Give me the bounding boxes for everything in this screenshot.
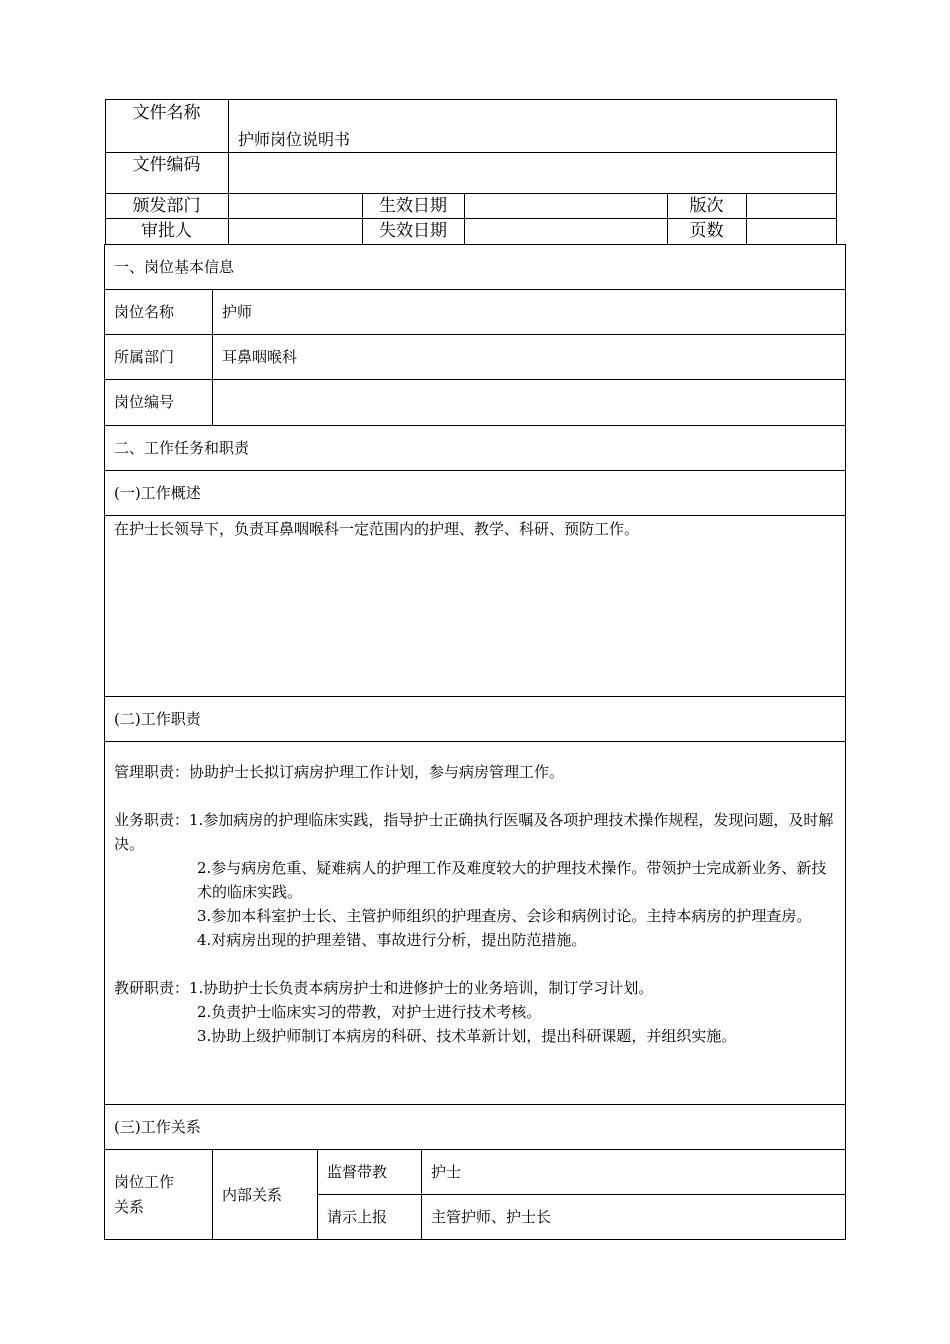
supervise-label: 监督带教 [327,1163,388,1181]
report-value: 主管护师、护士长 [431,1208,552,1226]
management-duty: 管理职责：协助护士长拟订病房护理工作计划，参与病房管理工作。 [114,763,565,781]
expiry-date-label: 失效日期 [379,221,447,241]
business-duty-1: 业务职责：1.参加病房的护理临床实践，指导护士正确执行医嘱及各项护理技术操作规程，发现问题，及时解决。 [114,811,834,853]
business-duty-4: 4.对病房出现的护理差错、事故进行分析，提出防范措施。 [197,931,587,949]
relation-label-line2: 关系 [114,1198,145,1216]
file-name-label: 文件名称 [132,103,201,123]
duties-title: (二)工作职责 [114,710,201,728]
overview-title: (一)工作概述 [114,484,201,502]
report-label: 请示上报 [327,1208,388,1226]
relation-label-line1: 岗位工作 [114,1173,175,1191]
position-name-label: 岗位名称 [114,303,175,321]
teaching-duty-1: 教研职责：1.协助护士长负责本病房护士和进修护士的业务培训，制订学习计划。 [114,979,654,997]
overview-text: 在护士长领导下，负责耳鼻咽喉科一定范围内的护理、教学、科研、预防工作。 [114,520,640,538]
supervise-value: 护士 [431,1163,462,1181]
pages-label: 页数 [689,221,724,241]
section2-title: 二、工作任务和职责 [114,439,250,457]
version-label: 版次 [689,196,724,216]
business-duty-3: 3.参加本科室护士长、主管护师组织的护理查房、会诊和病例讨论。主持本病房的护理查房。 [197,907,812,925]
duties-content [114,760,840,1048]
position-code-label: 岗位编号 [114,393,175,411]
approver-label: 审批人 [141,221,192,241]
teaching-duty-3: 3.协助上级护师制订本病房的科研、技术革新计划，提出科研课题，并组织实施。 [197,1027,737,1045]
file-code-label: 文件编码 [132,155,201,175]
relations-title: (三)工作关系 [114,1118,201,1136]
business-duty-2: 2.参与病房危重、疑难病人的护理工作及难度较大的护理技术操作。带领护士完成新业务、新技术的临床实践。 [197,859,827,901]
effective-date-label: 生效日期 [379,196,447,216]
position-name-value: 护师 [222,303,253,321]
issuing-dept-label: 颁发部门 [132,196,201,216]
internal-relation-label: 内部关系 [222,1186,283,1204]
section1-title: 一、岗位基本信息 [114,258,235,276]
department-value: 耳鼻咽喉科 [222,348,298,366]
teaching-duty-2: 2.负责护士临床实习的带教，对护士进行技术考核。 [197,1003,542,1021]
file-name-value: 护师岗位说明书 [238,130,351,149]
department-label: 所属部门 [114,348,175,366]
